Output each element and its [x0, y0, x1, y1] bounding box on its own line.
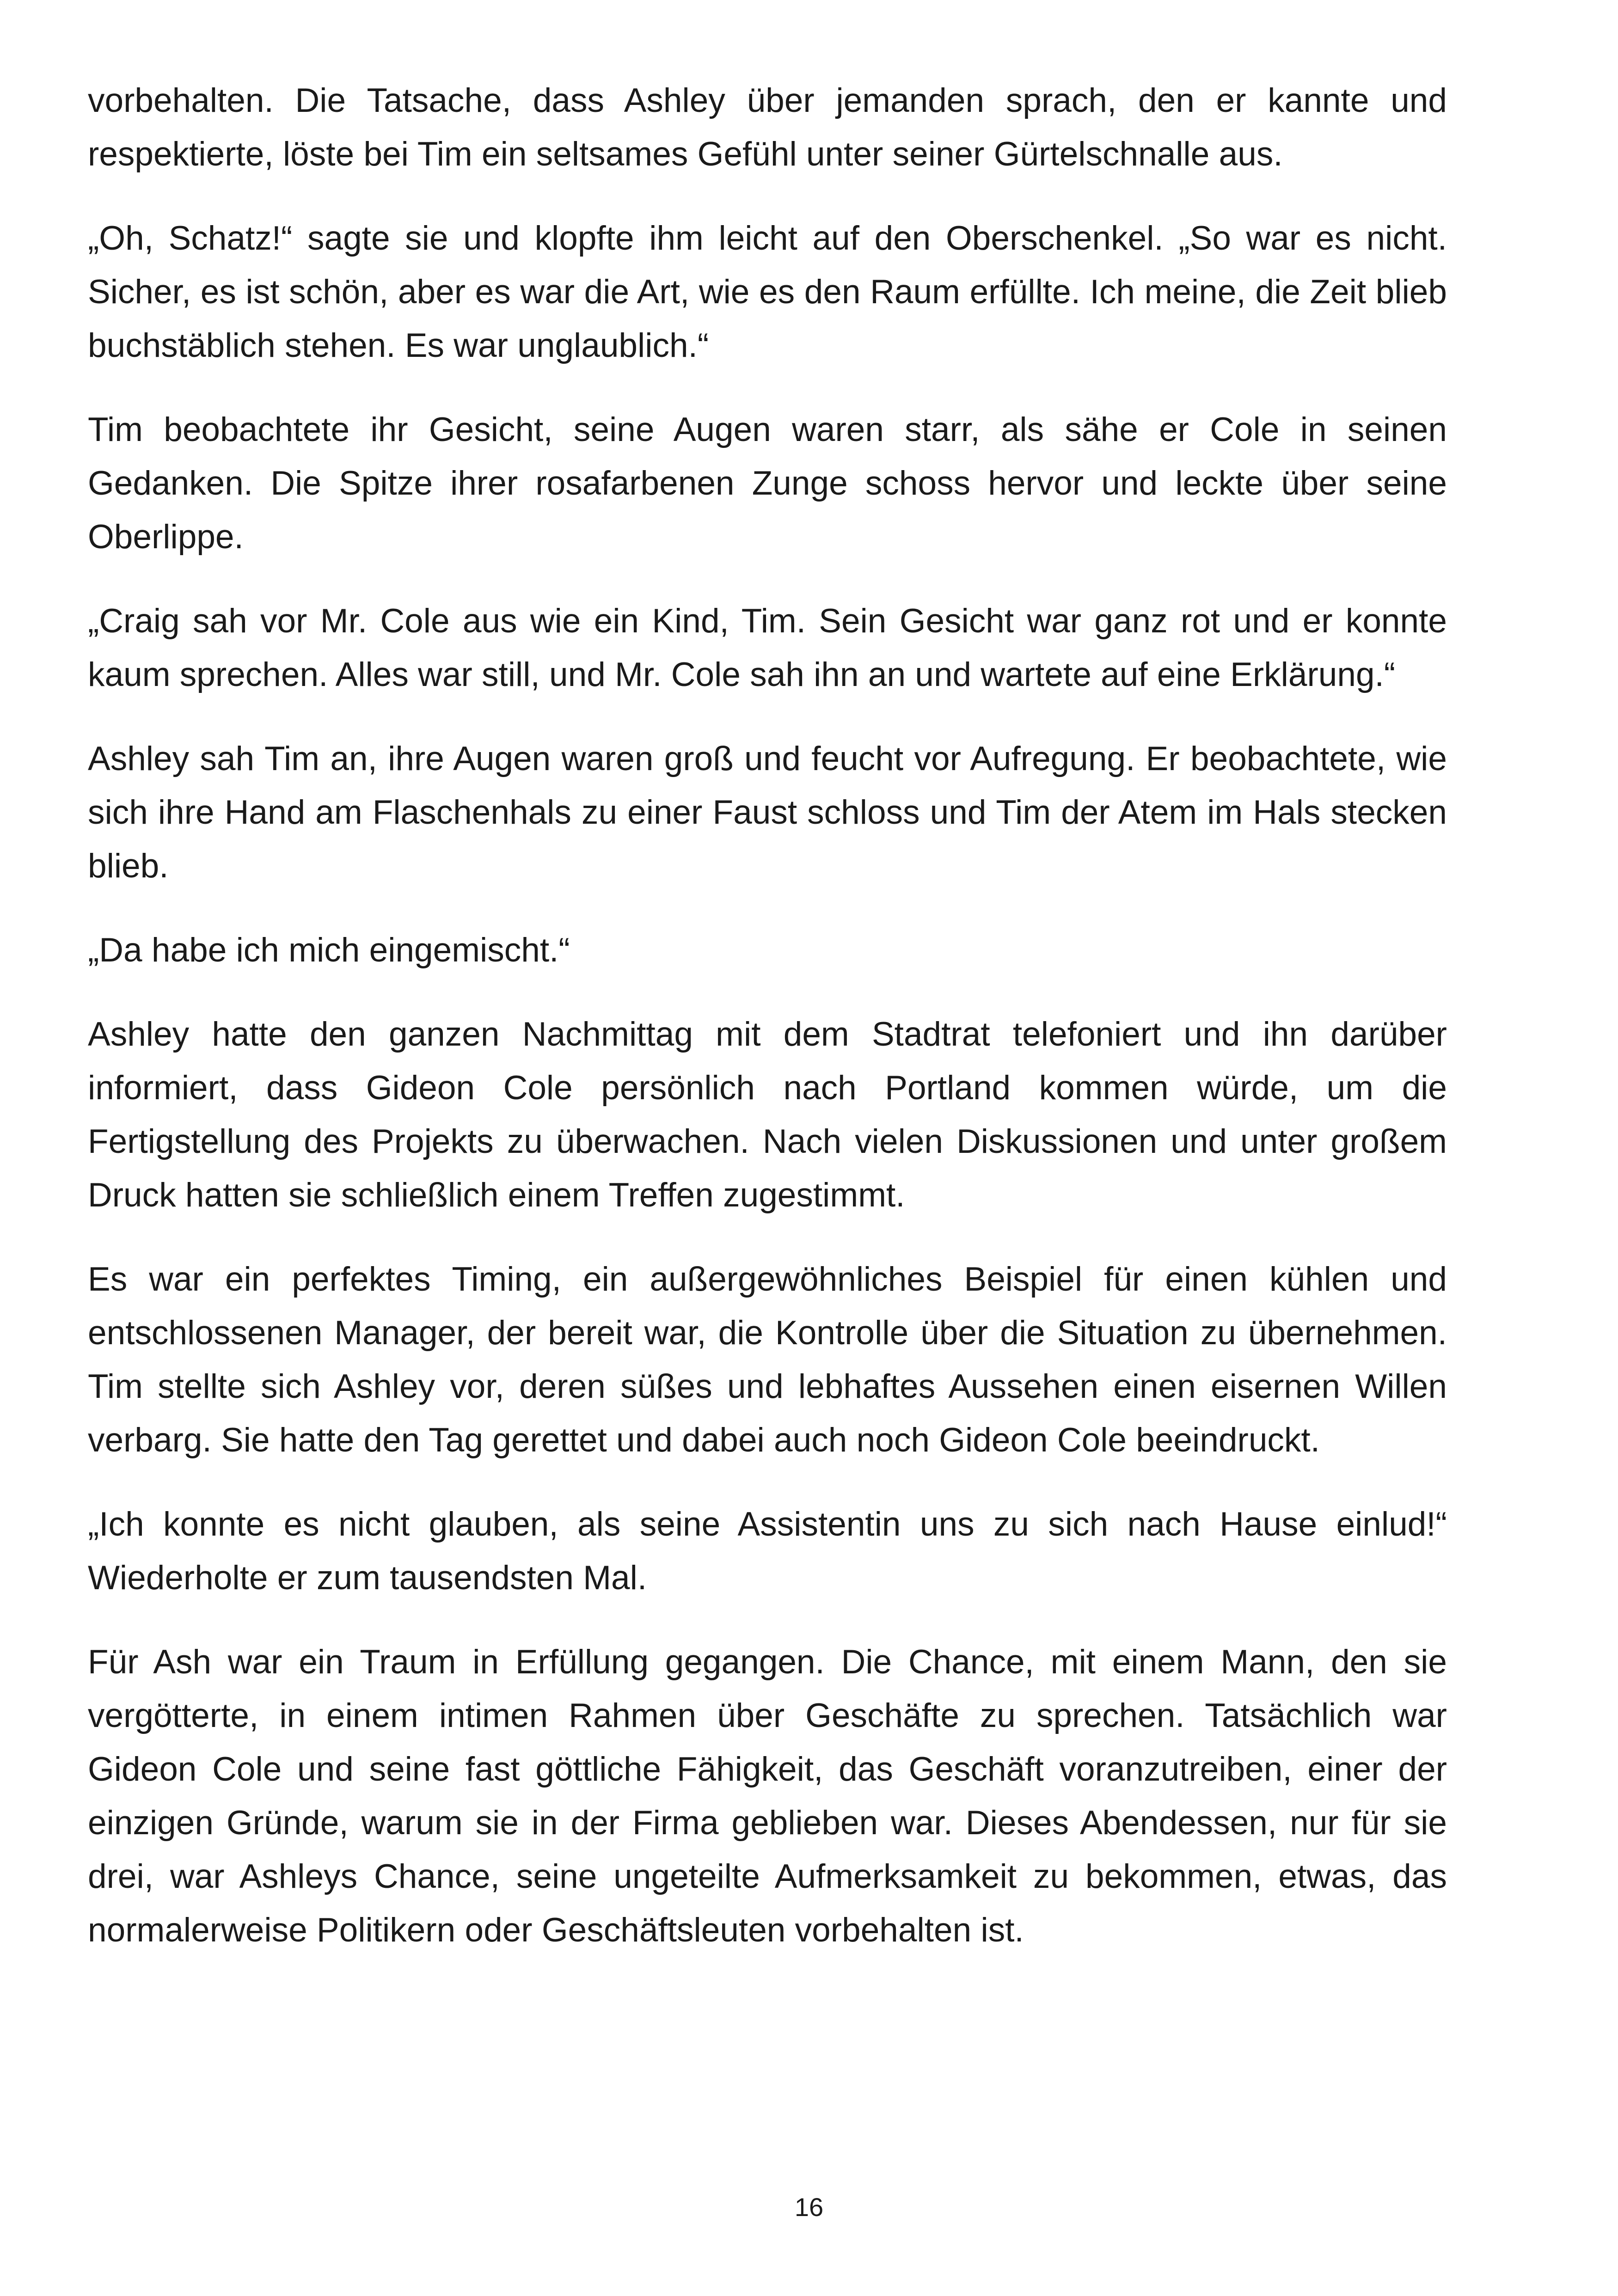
paragraph-3: Tim beobachtete ihr Gesicht, seine Augen waren starr, als sähe er Cole in seinen Gedanken. Die Spitze ihrer rosafarbenen Zunge schoss hervor und leckte über seine Oberlippe.	[88, 411, 1447, 556]
paragraph-6: „Da habe ich mich eingemischt.“	[88, 931, 570, 969]
paragraph-9: „Ich konnte es nicht glauben, als seine Assistentin uns zu sich nach Hause einlud!“ Wiederholte er zum tausendsten Mal.	[88, 1506, 1447, 1597]
page-number: 16	[794, 2192, 824, 2222]
body-text	[88, 74, 1447, 1988]
paragraph-8: Es war ein perfektes Timing, ein außergewöhnliches Beispiel für einen kühlen und entschlossenen Manager, der bereit war, die Kontrolle über die Situation zu übernehmen. Tim stellte sich Ashley vor, deren süßes und lebhaftes Aussehen einen eisernen Willen verbarg. Sie hatte den Tag gerettet und dabei auch noch Gideon Cole beeindruckt.	[88, 1261, 1447, 1459]
paragraph-4: „Craig sah vor Mr. Cole aus wie ein Kind, Tim. Sein Gesicht war ganz rot und er konnte kaum sprechen. Alles war still, und Mr. Cole sah ihn an und wartete auf eine Erklärung.“	[88, 602, 1447, 693]
paragraph-1: vorbehalten. Die Tatsache, dass Ashley über jemanden sprach, den er kannte und respektierte, löste bei Tim ein seltsames Gefühl unter seiner Gürtelschnalle aus.	[88, 82, 1447, 173]
paragraph-5: Ashley sah Tim an, ihre Augen waren groß und feucht vor Aufregung. Er beobachtete, wie sich ihre Hand am Flaschenhals zu einer Faust schloss und Tim der Atem im Hals stecken blieb.	[88, 740, 1447, 885]
paragraph-10: Für Ash war ein Traum in Erfüllung gegangen. Die Chance, mit einem Mann, den sie vergötterte, in einem intimen Rahmen über Geschäfte zu sprechen. Tatsächlich war Gideon Cole und seine fast göttliche Fähigkeit, das Geschäft voranzutreiben, einer der einzigen Gründe, warum sie in der Firma geblieben war. Dieses Abendessen, nur für sie drei, war Ashleys Chance, seine ungeteilte Aufmerksamkeit zu bekommen, etwas, das normalerweise Politikern oder Geschäftsleuten vorbehalten ist.	[88, 1643, 1447, 1949]
paragraph-7: Ashley hatte den ganzen Nachmittag mit dem Stadtrat telefoniert und ihn darüber informiert, dass Gideon Cole persönlich nach Portland kommen würde, um die Fertigstellung des Projekts zu überwachen. Nach vielen Diskussionen und unter großem Druck hatten sie schließlich einem Treffen zugestimmt.	[88, 1016, 1447, 1214]
paragraph-2: „Oh, Schatz!“ sagte sie und klopfte ihm leicht auf den Oberschenkel. „So war es nicht. Sicher, es ist schön, aber es war die Art, wie es den Raum erfüllte. Ich meine, die Zeit blieb buchstäblich stehen. Es war unglaublich.“	[88, 220, 1447, 364]
